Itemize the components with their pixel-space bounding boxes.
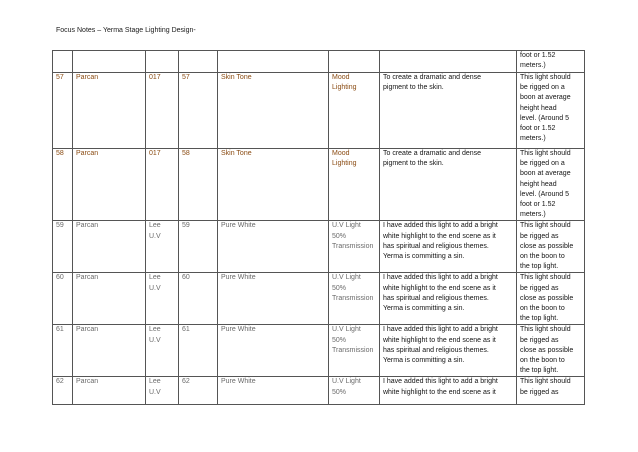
cell-lantern-text: Parcan: [76, 326, 99, 334]
cell-description: [380, 273, 517, 325]
cell-rigging-line: the top light.: [520, 315, 559, 323]
page-title: Focus Notes – Yerma Stage Lighting Design-: [56, 27, 196, 34]
cell-rigging-line: the top light.: [520, 367, 559, 375]
cell-number: [53, 51, 73, 73]
cell-rigging-line: This light should: [520, 150, 571, 157]
cell-gel-brand: [146, 149, 179, 221]
cell-gel-name-text: Skin Tone: [221, 150, 252, 157]
cell-purpose: [329, 325, 380, 377]
cell-purpose-line: Transmission: [332, 294, 374, 302]
cell-purpose: [329, 273, 380, 325]
cell-gel-name: [218, 51, 329, 73]
cell-lantern: [73, 273, 146, 325]
cell-rigging-line: be rigged as: [520, 388, 559, 396]
cell-description: [380, 221, 517, 273]
cell-channel: [179, 149, 218, 221]
cell-rigging: [517, 73, 585, 149]
table-row: [53, 325, 585, 377]
cell-lantern-text: Parcan: [76, 378, 99, 386]
cell-rigging: [517, 273, 585, 325]
cell-lantern-text: Parcan: [76, 74, 99, 81]
cell-description-line: I have added this light to add a bright: [383, 378, 498, 386]
cell-lantern: [73, 51, 146, 73]
cell-description-line: I have added this light to add a bright: [383, 222, 498, 230]
table-body: [53, 51, 585, 405]
cell-rigging-line: boon at average: [520, 94, 571, 102]
cell-description-line: To create a dramatic and dense: [383, 150, 482, 157]
cell-channel-text: 59: [182, 222, 190, 230]
table-row: [53, 73, 585, 149]
cell-rigging-line: This light should: [520, 74, 571, 81]
cell-rigging-line: height head: [520, 180, 557, 188]
cell-gel-brand: [146, 325, 179, 377]
cell-gel-name-text: Pure White: [221, 326, 256, 334]
cell-number-text: 61: [56, 326, 64, 334]
cell-lantern: [73, 325, 146, 377]
cell-rigging-line: meters.): [520, 211, 546, 219]
cell-number: [53, 377, 73, 405]
continuation-line: foot or 1.52: [520, 52, 556, 59]
cell-purpose-line: Mood: [332, 74, 350, 81]
cell-channel: [179, 273, 218, 325]
cell-purpose-line: Lighting: [332, 84, 357, 92]
cell-rigging-line: close as possible: [520, 242, 574, 250]
cell-rigging-line: be rigged as: [520, 336, 559, 344]
cell-description-line: white highlight to the end scene as it: [383, 284, 496, 292]
cell-rigging: [517, 221, 585, 273]
cell-rigging-line: foot or 1.52: [520, 201, 556, 209]
cell-purpose-line: Mood: [332, 150, 350, 157]
cell-rigging-line: foot or 1.52: [520, 125, 556, 133]
cell-number-text: 62: [56, 378, 64, 386]
cell-channel-text: 57: [182, 74, 190, 81]
cell-purpose-line: U.V Light: [332, 222, 361, 230]
cell-description-line: pigment to the skin.: [383, 160, 444, 168]
cell-purpose: [329, 149, 380, 221]
cell-purpose: [329, 51, 380, 73]
cell-channel: [179, 221, 218, 273]
table-row: [53, 377, 585, 405]
cell-purpose-line: Lighting: [332, 160, 357, 168]
cell-description-line: white highlight to the end scene as it: [383, 388, 496, 396]
cell-channel: [179, 325, 218, 377]
cell-channel: [179, 51, 218, 73]
cell-channel: [179, 73, 218, 149]
cell-rigging-line: on the boon to: [520, 305, 565, 313]
cell-number: [53, 325, 73, 377]
cell-rigging-line: be rigged as: [520, 284, 559, 292]
cell-lantern: [73, 149, 146, 221]
cell-rigging-line: on the boon to: [520, 357, 565, 365]
cell-number-text: 60: [56, 274, 64, 282]
cell-rigging: [517, 325, 585, 377]
cell-description-line: Yerma is committing a sin.: [383, 357, 465, 365]
cell-description: [380, 377, 517, 405]
cell-gel-name-text: Pure White: [221, 378, 256, 386]
cell-lantern: [73, 377, 146, 405]
cell-number: [53, 73, 73, 149]
cell-gel-brand: [146, 51, 179, 73]
cell-lantern-text: Parcan: [76, 274, 99, 282]
cell-gel-brand: [146, 73, 179, 149]
cell-purpose: [329, 377, 380, 405]
cell-purpose-line: 50%: [332, 232, 347, 240]
cell-rigging-line: close as possible: [520, 294, 574, 302]
cell-gel-name: [218, 325, 329, 377]
cell-purpose-line: U.V Light: [332, 274, 361, 282]
cell-gel-brand-line: Lee: [149, 326, 161, 334]
cell-rigging-line: meters.): [520, 135, 546, 143]
cell-description-line: I have added this light to add a bright: [383, 274, 498, 282]
cell-description-line: has spiritual and religious themes.: [383, 242, 489, 250]
cell-gel-name-text: Pure White: [221, 222, 256, 230]
cell-rigging-line: level. (Around 5: [520, 114, 570, 122]
cell-lantern: [73, 221, 146, 273]
cell-number: [53, 221, 73, 273]
cell-rigging: [517, 149, 585, 221]
cell-description-line: Yerma is committing a sin.: [383, 253, 465, 261]
continuation-row: [53, 51, 585, 73]
cell-purpose-line: Transmission: [332, 346, 374, 354]
cell-gel-name: [218, 221, 329, 273]
cell-channel-text: 58: [182, 150, 190, 157]
cell-number: [53, 273, 73, 325]
cell-gel-brand-line: 017: [149, 74, 161, 81]
cell-description-line: white highlight to the end scene as it: [383, 336, 496, 344]
cell-description-line: pigment to the skin.: [383, 84, 444, 92]
cell-description: [380, 325, 517, 377]
cell-channel-text: 62: [182, 378, 190, 386]
cell-gel-name: [218, 73, 329, 149]
cell-gel-brand-line: 017: [149, 150, 161, 157]
table-row: [53, 149, 585, 221]
cell-number-text: 58: [56, 150, 64, 157]
table-row: [53, 273, 585, 325]
cell-gel-brand-line: Lee: [149, 378, 161, 386]
cell-number: [53, 149, 73, 221]
cell-lantern-text: Parcan: [76, 222, 99, 230]
cell-rigging-line: This light should: [520, 274, 571, 282]
cell-purpose-line: U.V Light: [332, 326, 361, 334]
cell-rigging-line: on the boon to: [520, 253, 565, 261]
cell-rigging-line: level. (Around 5: [520, 190, 570, 198]
cell-description: [380, 51, 517, 73]
cell-gel-brand: [146, 221, 179, 273]
cell-gel-brand-line: U.V: [149, 388, 161, 396]
cell-channel: [179, 377, 218, 405]
cell-gel-brand-line: Lee: [149, 274, 161, 282]
table-row: [53, 221, 585, 273]
cell-purpose-line: Transmission: [332, 242, 374, 250]
cell-gel-brand-line: U.V: [149, 284, 161, 292]
cell-gel-name: [218, 149, 329, 221]
cell-gel-brand-line: Lee: [149, 222, 161, 230]
cell-description: [380, 149, 517, 221]
cell-description: [380, 73, 517, 149]
cell-rigging-line: be rigged on a: [520, 84, 565, 92]
cell-rigging-line: the top light.: [520, 263, 559, 271]
focus-notes-table: [52, 50, 585, 405]
cell-gel-name-text: Pure White: [221, 274, 256, 282]
cell-rigging-line: height head: [520, 104, 557, 112]
cell-purpose: [329, 73, 380, 149]
continuation-line: meters.): [520, 62, 546, 70]
cell-gel-name: [218, 273, 329, 325]
cell-rigging: [517, 51, 585, 73]
cell-description-line: To create a dramatic and dense: [383, 74, 482, 81]
cell-purpose: [329, 221, 380, 273]
cell-rigging: [517, 377, 585, 405]
cell-lantern-text: Parcan: [76, 150, 99, 157]
cell-purpose-line: U.V Light: [332, 378, 361, 386]
cell-rigging-line: This light should: [520, 378, 571, 386]
cell-rigging-line: be rigged on a: [520, 160, 565, 168]
cell-rigging-line: close as possible: [520, 346, 574, 354]
cell-description-line: has spiritual and religious themes.: [383, 294, 489, 302]
cell-number-text: 57: [56, 74, 64, 81]
cell-rigging-line: This light should: [520, 222, 571, 230]
cell-description-line: has spiritual and religious themes.: [383, 346, 489, 354]
cell-lantern: [73, 73, 146, 149]
cell-channel-text: 61: [182, 326, 190, 334]
cell-description-line: white highlight to the end scene as it: [383, 232, 496, 240]
cell-gel-brand-line: U.V: [149, 232, 161, 240]
cell-gel-brand: [146, 377, 179, 405]
cell-number-text: 59: [56, 222, 64, 230]
cell-purpose-line: 50%: [332, 284, 347, 292]
cell-channel-text: 60: [182, 274, 190, 282]
cell-gel-name-text: Skin Tone: [221, 74, 252, 81]
cell-purpose-line: 50%: [332, 388, 347, 396]
cell-purpose-line: 50%: [332, 336, 347, 344]
cell-gel-name: [218, 377, 329, 405]
cell-description-line: I have added this light to add a bright: [383, 326, 498, 334]
cell-description-line: Yerma is committing a sin.: [383, 305, 465, 313]
cell-gel-brand: [146, 273, 179, 325]
cell-rigging-line: This light should: [520, 326, 571, 334]
cell-rigging-line: be rigged as: [520, 232, 559, 240]
cell-rigging-line: boon at average: [520, 170, 571, 178]
cell-gel-brand-line: U.V: [149, 336, 161, 344]
